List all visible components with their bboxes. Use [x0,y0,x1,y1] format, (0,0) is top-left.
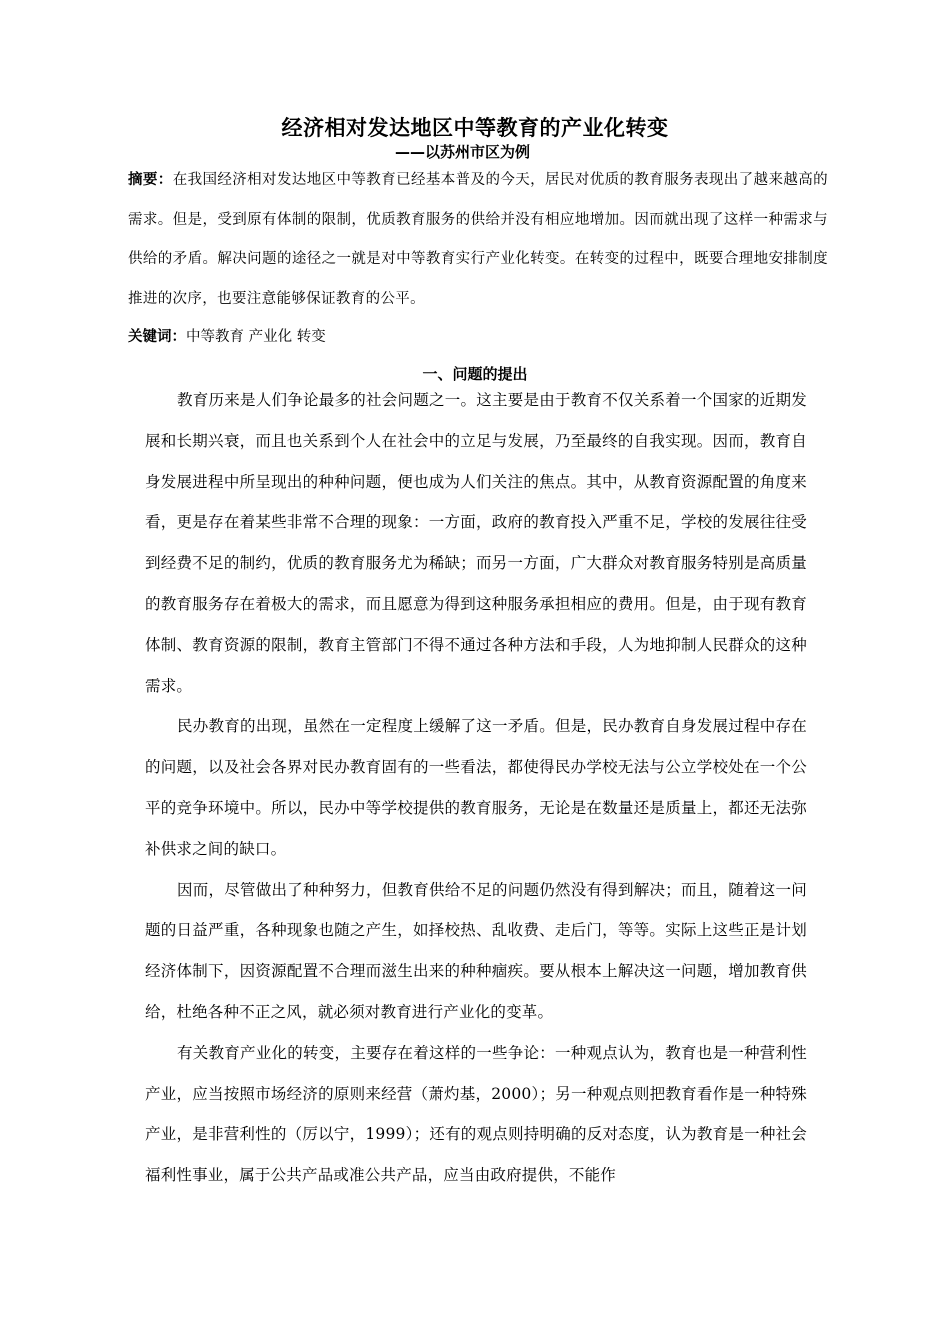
keywords-text: 中等教育 产业化 转变 [186,329,326,345]
abstract-text: 在我国经济相对发达地区中等教育已经基本普及的今天，居民对优质的教育服务表现出了越来越高的需求。但是，受到原有体制的限制，优质教育服务的供给并没有相应地增加。因而就出现了这样一种需求与供给的矛盾。解决问题的途径之一就是对中等教育实行产业化转变。在转变的过程中，既要合理地安排制度推进的次序，也要注意能够保证教育的公平。 [128,172,828,307]
paragraph-4: 有关教育产业化的转变，主要存在着这样的一些争论：一种观点认为，教育也是一种营利性产业，应当按照市场经济的原则来经营（萧灼基，2000）；另一种观点则把教育看作是一种特殊产业，是非营利性的（厉以宁，1999）；还有的观点则持明确的反对态度，认为教育是一种社会福利性事业，属于公共产品或准公共产品，应当由政府提供，不能作 [145,1043,807,1185]
document-title: 经济相对发达地区中等教育的产业化转变 [281,116,669,140]
keywords-label: 关键词： [128,329,186,345]
paragraph-1: 教育历来是人们争论最多的社会问题之一。这主要是由于教育不仅关系着一个国家的近期发展和长期兴衰，而且也关系到个人在社会中的立足与发展，乃至最终的自我实现。因而，教育自身发展进程中所呈现出的种种问题，便也成为人们关注的焦点。其中，从教育资源配置的角度来看，更是存在着某些非常不合理的现象：一方面，政府的教育投入严重不足，学校的发展往往受到经费不足的制约，优质的教育服务尤为稀缺；而另一方面，广大群众对教育服务特别是高质量的教育服务存在着极大的需求，而且愿意为得到这种服务承担相应的费用。但是，由于现有教育体制、教育资源的限制，教育主管部门不得不通过各种方法和手段，人为地抑制人民群众的这种需求。 [145,391,807,695]
abstract-label: 摘要： [128,172,173,188]
section-heading: 一、问题的提出 [422,365,528,383]
abstract [128,161,828,319]
paragraph-3: 因而，尽管做出了种种努力，但教育供给不足的问题仍然没有得到解决；而且，随着这一问题的日益严重，各种现象也随之产生，如择校热、乱收费、走后门，等等。实际上这些正是计划经济体制下，因资源配置不合理而滋生出来的种种痼疾。要从根本上解决这一问题，增加教育供给，杜绝各种不正之风，就必须对教育进行产业化的变革。 [145,880,807,1021]
body-text [145,380,807,1196]
keywords [128,325,326,349]
document-subtitle: ——以苏州市区为例 [395,143,531,161]
paragraph-2: 民办教育的出现，虽然在一定程度上缓解了这一矛盾。但是，民办教育自身发展过程中存在的问题，以及社会各界对民办教育固有的一些看法，都使得民办学校无法与公立学校处在一个公平的竞争环境中。所以，民办中等学校提供的教育服务，无论是在数量还是质量上，都还无法弥补供求之间的缺口。 [145,717,807,858]
